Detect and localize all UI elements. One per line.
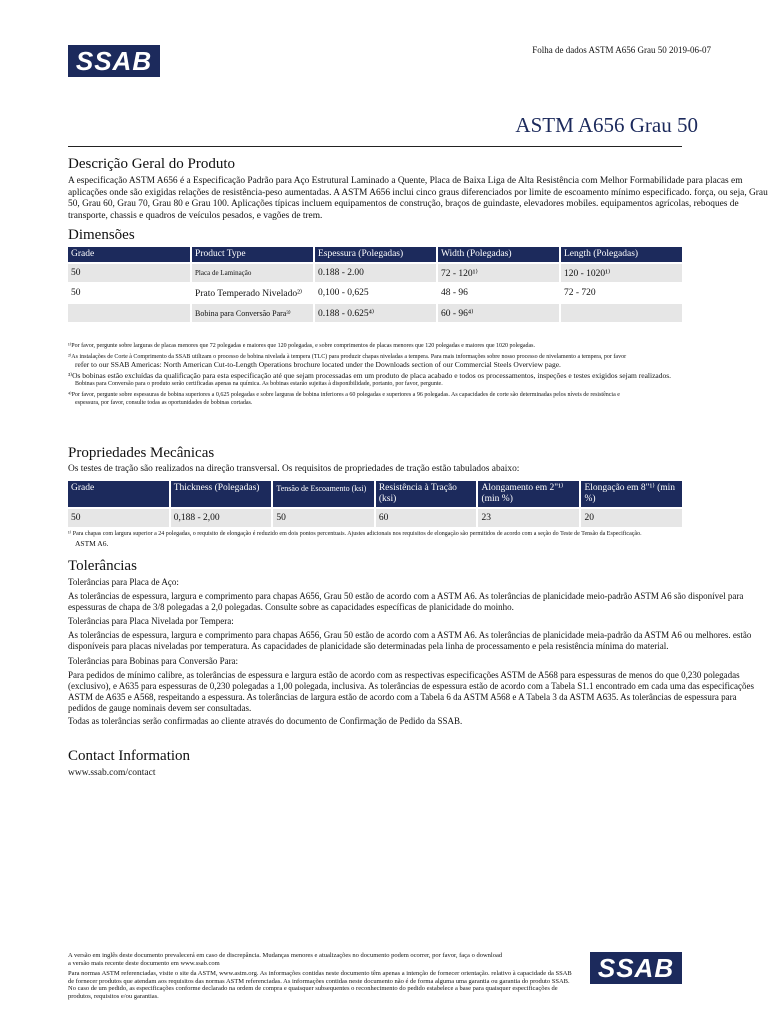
col-grade: Grade [68,481,170,508]
contact-heading: Contact Information [68,748,191,764]
col-thickness: Thickness (Polegadas) [170,481,273,508]
table-cell: 72 - 120¹⁾ [437,263,560,283]
table-cell: 0,188 - 2,00 [170,508,273,527]
col-length: Length (Polegadas) [560,247,682,263]
dimensions-footnotes [68,342,748,407]
page-title: ASTM A656 Grau 50 [515,113,698,137]
footnote: espessura, por favor, consulte todas as oportunidades de bobinas cortadas. [75,400,253,406]
coil-tolerance-text: Para pedidos de mínimo calibre, as tolerâncias de espessura e largura estão de acordo com as respectivas especificações ASTM de A568 para espessuras de menos do que 0,230 polegadas (exclusivo), e A635 para espessuras de 0,230 polegadas a 1,00 polegada, inclusiva. As tolerâncias de espessura estão de acordo com a Tabela S1.1 encontrado em cada uma das especificações ASTM de A635 e A568, respeitando a espessura. As tolerâncias de largura estão de acordo com a Tabela 6 da ASTM A568 e A Tabela 3 da ASTM A635. As tolerâncias de espessura para pedidos de gauge nominais devem ser consultadas. [68,670,754,713]
contact-link[interactable]: www.ssab.com/contact [68,768,156,778]
table-cell: 50 [68,508,170,527]
col-tensile-strength: Resistência à Tração (ksi) [375,481,478,508]
table-cell: 50 [68,283,191,303]
col-product-type: Product Type [191,247,314,263]
table-cell: 0.188 - 0.625⁴⁾ [314,303,437,322]
table-cell [560,303,682,322]
table-cell: 0,100 - 0,625 [314,283,437,303]
footnote: ¹⁾ Para chapas com largura superior a 24 polegadas, o requisito de elongação é reduzido em dois pontos percentuais. Ajustes adicionais nos requisitos de elongação são permitidos de acordo com a seção do Teste de Tensão da Especificação. [68,531,642,537]
mechanical-heading: Propriedades Mecânicas [68,445,215,461]
footnote: ⁴⁾Por favor, pergunte sobre espessuras de bobina superiores a 0,625 polegadas e sobre larguras de bobina inferiores a 60 polegadas e superiores a 96 polegadas. As capacidades de corte são determinadas pelos níveis de resistência e [68,392,620,398]
table-cell: 72 - 720 [560,283,682,303]
table-cell: Placa de Laminação [191,263,314,283]
footer-line: A versão em inglês deste documento prevalecerá em caso de discrepância. Mudanças menores e atualizações no documento podem ocorrer, por favor, faça o download [68,952,503,959]
confirmation-text: Todas as tolerâncias serão confirmadas ao cliente através do documento de Confirmação de Pedido da SSAB. [68,716,463,726]
footnote: ASTM A6. [75,539,109,548]
col-grade: Grade [68,247,191,263]
footnote: ³⁾Os bobinas estão excluídas da qualificação para esta especificação até que sejam processadas em um produto de placa acabado e todos os processamentos, inspeções e testes exigidos sejam realizados. [68,371,672,380]
document-reference: Folha de dados ASTM A656 Grau 50 2019-06-07 [532,45,711,55]
mechanical-table [68,481,682,527]
table-row [68,303,682,322]
footnote: refer to our SSAB Americas: North American Cut-to-Length Operations brochure located under the Downloads section of our Commercial Steels Overview page. [75,360,561,369]
table-cell: 23 [477,508,580,527]
footnote: Bobinas para Conversão para o produto serão certificadas apenas na química. As bobinas estarão sujeitas à disponibilidade, portanto, por favor, pergunte. [75,381,443,387]
col-elongation-2in: Alongamento em 2"¹⁾ (min %) [477,481,580,508]
table-cell: Bobina para Conversão Para³⁾ [191,303,314,322]
dimensions-header-row [68,247,682,263]
table-cell: 20 [580,508,682,527]
footnote: ²⁾As instalações de Corte à Comprimento da SSAB utilizam o processo de bobina nivelada à tempera (TLC) para produzir chapas niveladas a tempera. Para mais informações sobre nosso processo de nivelamento a tempera, por favor [68,354,627,360]
table-cell: 48 - 96 [437,283,560,303]
table-cell: 60 - 96⁴⁾ [437,303,560,322]
dimensions-table [68,247,682,322]
col-thickness: Espessura (Polegadas) [314,247,437,263]
table-cell: 0.188 - 2.00 [314,263,437,283]
mechanical-footnote [68,530,748,548]
table-row [68,283,682,303]
table-cell [68,303,191,322]
overview-text: A especificação ASTM A656 é a Especificação Padrão para Aço Estrutural Laminado a Quente, Placa de Baixa Liga de Alta Resistência com Melhor Formabilidade para placas em aplicações onde são exigidas relações de resistência-peso aumentadas. A ASTM A656 inclui cinco graus diferenciados por limite de escoamento mínimo especificado. força, ou seja, Grau 50, Grau 60, Grau 70, Grau 80 e Grau 100. Aplicações típicas incluem equipamentos de construção, braços de guindaste, elevadores mobiles. equipamentos agrícolas, reboques de transporte, chassis e quadros de veículos pesados, e vagões de trem. [68,176,768,221]
coil-tolerance-title: Tolerâncias para Bobinas para Conversão Para: [68,656,239,666]
ssab-logo-footer: SSAB [590,952,682,984]
temper-tolerance-text: As tolerâncias de espessura, largura e comprimento para chapas A656, Grau 50 estão de acordo com a ASTM A6. As tolerâncias de planicidade meia-padrão da ASTM A6 ou melhores. estão disponíveis para placas niveladas por temperatura. As capacidades de planicidade são determinadas pela linha de processamento e pela resistência mínima do material. [68,630,752,651]
footnote: ¹⁾Por favor, pergunte sobre larguras de placas menores que 72 polegadas e maiores que 120 polegadas, e sobre comprimentos de placas menores que 120 polegadas e maiores que 1020 polegadas. [68,343,535,349]
table-row [68,508,682,527]
table-cell: Prato Temperado Nivelado²⁾ [191,283,314,303]
footer-disclaimer [68,952,578,1000]
col-yield-strength: Tensão de Escoamento (ksi) [272,481,374,508]
dimensions-heading: Dimensões [68,227,135,243]
mechanical-header-row [68,481,682,508]
title-divider [68,146,682,147]
ssab-logo: SSAB [68,45,160,77]
table-row [68,263,682,283]
col-elongation-8in: Elongação em 8"¹⁾ (min %) [580,481,682,508]
plate-tolerance-text: As tolerâncias de espessura, largura e comprimento para chapas A656, Grau 50 estão de acordo com a ASTM A6. As tolerâncias de planicidade meio-padrão ASTM A6 são disponível para espessuras de chapa de 3/8 polegadas a 2,0 polegadas. Consulte sobre as capacidades específicas de planicidade do moinho. [68,591,744,612]
mechanical-intro: Os testes de tração são realizados na direção transversal. Os requisitos de propriedades de tração estão tabulados abaixo: [68,464,520,474]
table-cell: 120 - 1020¹⁾ [560,263,682,283]
footer-line: Para normas ASTM referenciadas, visite o site da ASTM, www.astm.org. As informações contidas neste documento têm apenas a intenção de fornecer orientação. relativo à capacidade da SSAB de fornecer produtos que atendam aos requisitos das normas ASTM referenciadas. As informações contidas neste documento não é de forma alguma uma garantia ou garantia do produto SSAB. No caso de um pedido, as especificações conforme declarado na ordem de compra e quaisquer subsequentes o reconhecimento do pedido estabelece a base para quaisquer especificações de produtos, requisitos e/ou garantias. [68,970,572,1000]
overview-heading: Descrição Geral do Produto [68,156,236,172]
table-cell: 60 [375,508,478,527]
col-width: Width (Polegadas) [437,247,560,263]
table-cell: 50 [68,263,191,283]
plate-tolerance-title: Tolerâncias para Placa de Aço: [68,577,179,587]
tolerances-heading: Tolerâncias [68,558,137,574]
table-cell: 50 [272,508,374,527]
footer-line: a versão mais recente deste documento em www.ssab.com [68,959,220,967]
temper-tolerance-title: Tolerâncias para Placa Nivelada por Tempera: [68,616,234,626]
